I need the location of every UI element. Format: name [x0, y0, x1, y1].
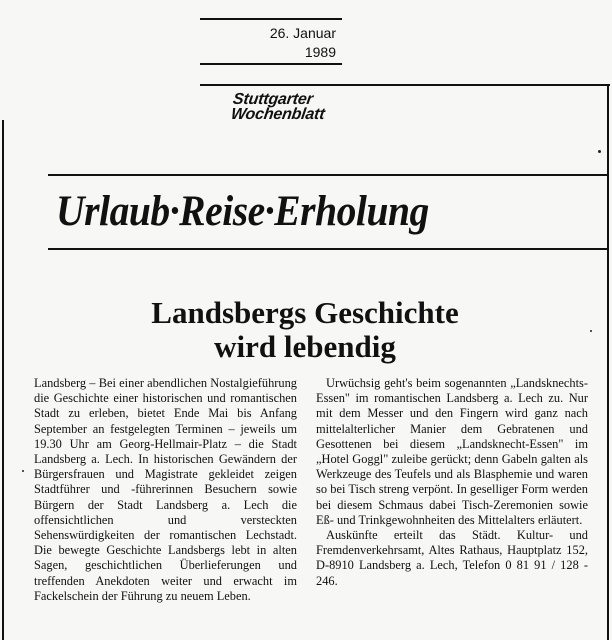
date-box	[200, 22, 342, 62]
headline-line-2: wird lebendig	[214, 329, 396, 364]
masthead-top-rule	[200, 84, 610, 86]
masthead-right-rule	[607, 84, 609, 640]
banner-top-rule	[48, 174, 608, 176]
date-bottom-rule	[200, 63, 342, 65]
article-left-column	[34, 376, 297, 604]
right-paragraph-2: Auskünfte erteilt das Städt. Kultur- und Fremdenverkehrsamt, Altes Rathaus, Hauptplatz 152, D-8910 Landsberg a. Lech, Telefon 0 81 91 / 128 - 246.	[316, 528, 588, 588]
date-day: 26. Januar	[269, 25, 336, 41]
page-left-rule	[2, 120, 4, 640]
date-top-rule	[200, 18, 342, 20]
masthead-line-1: Stuttgarter	[231, 91, 314, 108]
scan-speck	[22, 470, 24, 472]
right-paragraph-1: Urwüchsig geht's beim sogenannten „Landsknechts-Essen" im romantischen Landsberg a. Lech zu. Nur mit dem Messer und den Fingern wird ganz nach mittelalterlicher Manier dem Gebratenen und Gesottenen bei diesem „Landsknecht-Essen" im „Hotel Goggl" zuleibe gerückt; denn Gabeln galten als Werkzeuge des Teufels und als Blasphemie und waren so bei Tisch streng verpönt. In geselliger Form werden bei diesem Schmaus dabei Tisch-Zeremonien sowie Eß- und Trinkgewohnheiten des Mittelalters erläutert.	[316, 376, 588, 527]
article-headline	[40, 296, 570, 364]
masthead-line-2: Wochenblatt	[229, 106, 326, 123]
scan-speck	[590, 330, 592, 332]
date-year: 1989	[304, 44, 336, 60]
article-right-column	[316, 376, 588, 589]
section-banner: Urlaub·Reise·Erholung	[56, 188, 429, 235]
banner-bottom-rule	[48, 248, 608, 250]
scan-speck	[598, 150, 601, 153]
headline-line-1: Landsbergs Geschichte	[151, 295, 459, 330]
newspaper-masthead	[230, 92, 434, 122]
left-paragraph-1: Landsberg – Bei einer abendlichen Nostalgieführung die Geschichte einer historischen und romantischen Stadt zu erleben, bietet Ende Mai bis Anfang September an festgelegten Terminen – jeweils um 19.30 Uhr am Georg-Hellmair-Platz – die Stadt Landsberg a. Lech. In historischen Gewändern der Bürgersfrauen und Magistrate gekleidet zeigen Stadtführer und -führerinnen Besuchern sowie Bürgern der Stadt Landsberg a. Lech die offensichtlichen und versteckten Sehenswürdigkeiten der romantischen Lechstadt. Die bewegte Geschichte Landsbergs lebt in alten Sagen, geschichtlichen Überlieferungen und treffenden Anekdoten weiter und erwacht im Fackelschein der Führung zu neuem Leben.	[34, 376, 297, 603]
